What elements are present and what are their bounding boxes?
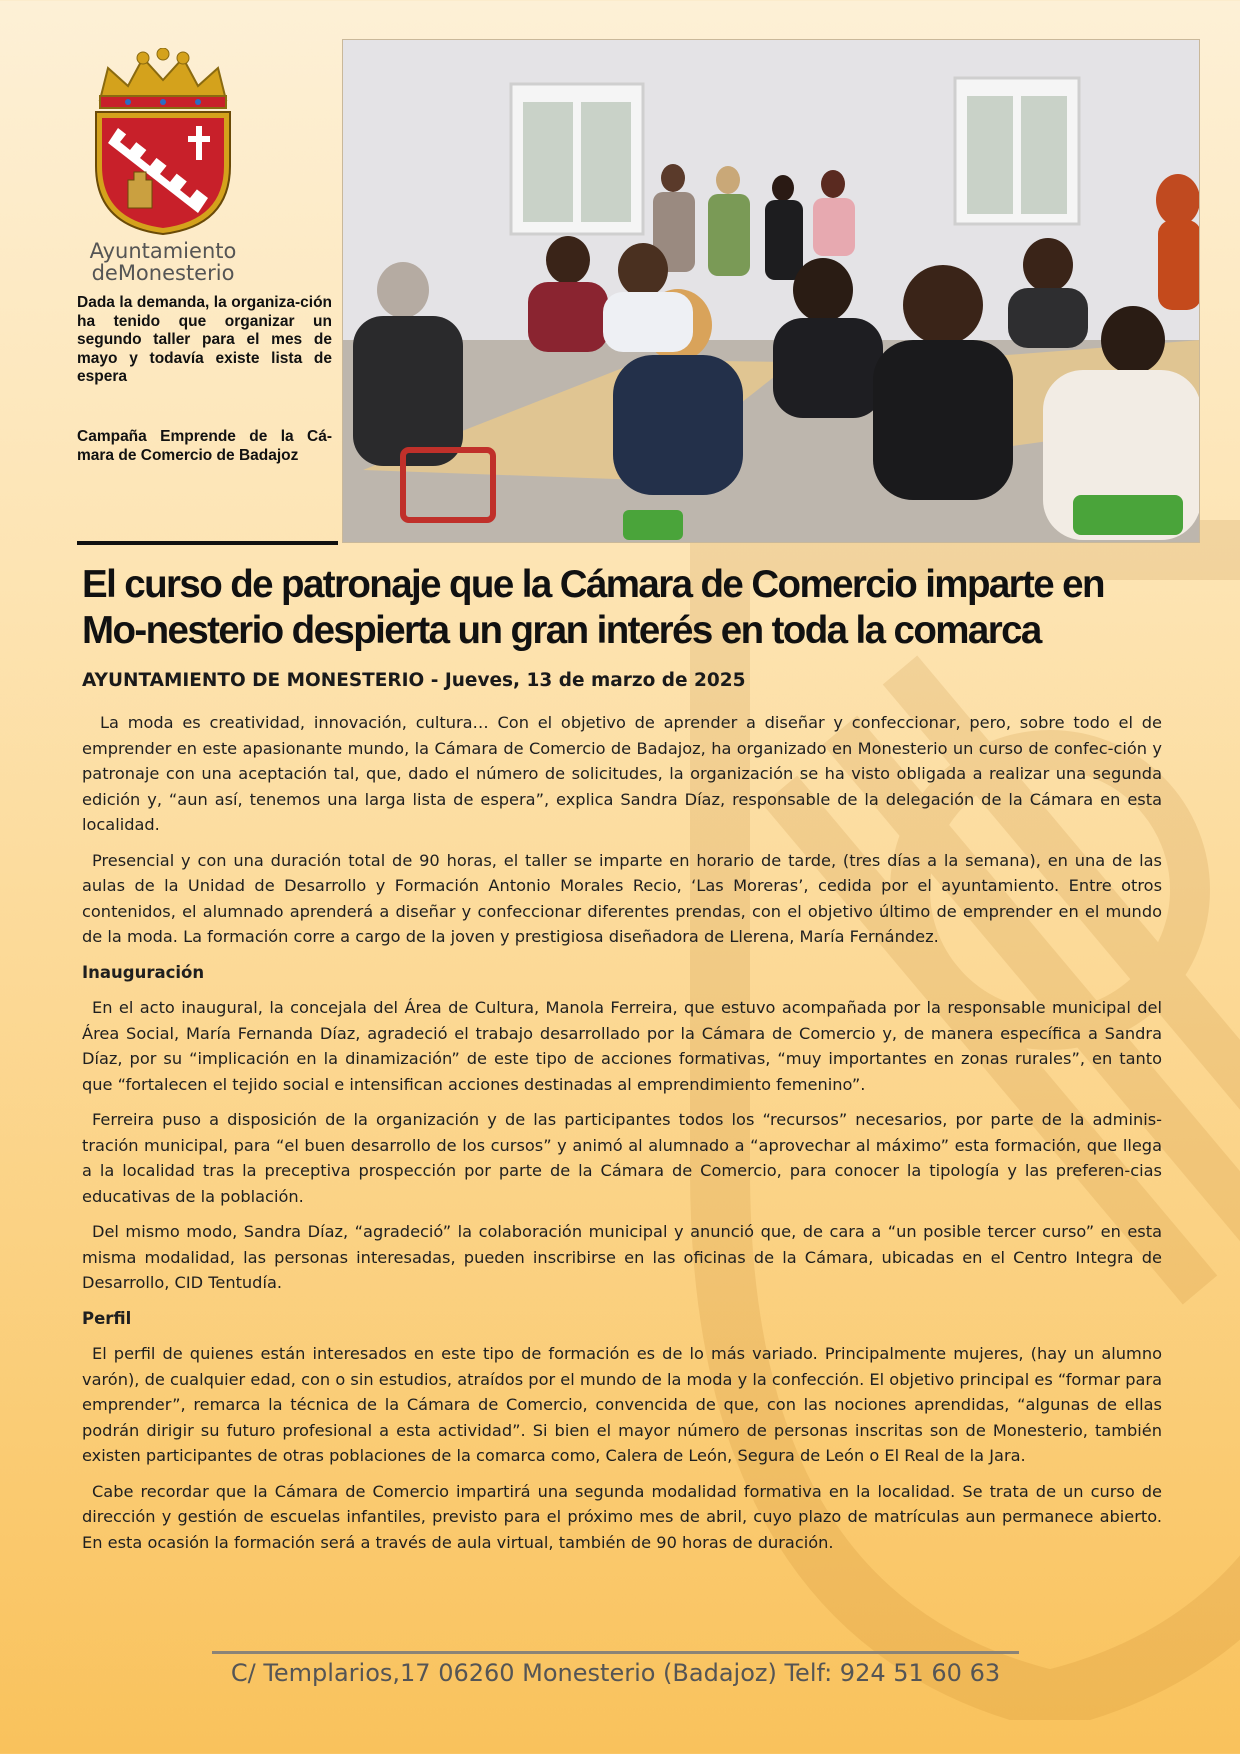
section-heading-inauguracion: Inauguración [82,962,205,982]
article-paragraph: Presencial y con una duración total de 90 horas, el taller se imparte en horario de tarde, (tres días a la semana), en una de las aulas de la Unidad de Desarrollo y Formación Antonio Morales Recio, ‘Las Moreras’, cedida por el ayuntamiento. Entre otros contenidos, el alumnado aprenderá a diseñar y confeccionar diferentes prendas, con el objetivo último de emprender en el mundo de la moda. La formación corre a cargo de la joven y prestigiosa diseñadora de Llerena, María Fernández. [82,850,1162,946]
article-paragraph: Ferreira puso a disposición de la organización y de las participantes todos los “recursos” necesarios, por parte de la adminis-tración municipal, para “el buen desarrollo de los cursos” y animó al alumnado a “aprovechar al máximo” esta formación, que llega a la localidad tras la preceptiva prospección por parte de la Cámara de Comercio, para conocer la tipología y las preferen-cias educativas de la población. [82,1110,1162,1206]
article-paragraph: La moda es creatividad, innovación, cultura… Con el objetivo de aprender a diseñar y confeccionar, pero, sobre todo el de emprender en este apasionante mundo, la Cámara de Comercio de Badajoz, ha organizado en Monesterio un curso de confec-ción y patronaje con una aceptación tal, que, dado el número de solicitudes, la organización se ha visto obligada a realizar una segunda edición y, “aun así, tenemos una larga lista de espera”, explica Sandra Díaz, responsable de la delegación de la Cámara en esta localidad. [82,713,1162,834]
window-right [955,78,1079,224]
sidebar-note-demand: Dada la demanda, la organiza-ción ha tenido que organizar un segundo taller para el mes de mayo y todavía existe lista de espera [77,294,332,385]
window-left [511,84,643,234]
article-body [82,710,1162,1565]
sidebar-divider [77,541,338,545]
logo-text-line2: deMonesterio [91,261,235,285]
article-headline: El curso de patronaje que la Cámara de Comercio imparte en Mo-nesterio despierta un gran interés en toda la comarca [82,563,1104,652]
article-byline: AYUNTAMIENTO DE MONESTERIO - Jueves, 13 de marzo de 2025 [82,670,746,691]
coat-of-arms-icon [88,48,238,236]
article-photo [342,39,1200,543]
footer-divider [212,1651,1019,1654]
section-heading-perfil: Perfil [82,1308,132,1328]
article-paragraph: Del mismo modo, Sandra Díaz, “agradeció” la colaboración municipal y anunció que, de cara a “un posible tercer curso” en esta misma modalidad, las personas interesadas, pueden inscribirse en las oficinas de la Cámara, ubicadas en el Centro Integra de Desarrollo, CID Tentudía. [82,1222,1162,1292]
sidebar-note-campaign: Campaña Emprende de la Cá-mara de Comercio de Badajoz [77,428,332,464]
article-paragraph: En el acto inaugural, la concejala del Área de Cultura, Manola Ferreira, que estuvo acompañada por la responsable municipal del Área Social, María Fernanda Díaz, agradeció el trabajo desarrollado por la Cámara de Comercio y, de manera específica a Sandra Díaz, por su “implicación en la dinamización” de este tipo de acciones formativas, “muy importantes en zonas rurales”, en tanto que “fortalecen el tejido social e intensifican acciones destinadas al emprendimiento femenino”. [82,998,1162,1094]
logo-text-line1: Ayuntamiento [89,239,237,263]
footer-address: C/ Templarios,17 06260 Monesterio (Badajoz) Telf: 924 51 60 63 [230,1659,1001,1687]
article-paragraph: El perfil de quienes están interesados en este tipo de formación es de lo más variado. Principalmente mujeres, (hay un alumno varón), de cualquier edad, con o sin estudios, atraídos por el mundo de la moda y la confección. El objetivo principal es “formar para emprender”, remarca la técnica de la Cámara de Comercio, convencida de que, con las nociones aprendidas, “algunas de ellas podrán dirigir su futuro profesional a esta actividad”. Si bien el mayor número de personas inscritas son de Monesterio, también existen participantes de otras poblaciones de la comarca como, Calera de León, Segura de León o El Real de la Jara. [82,1344,1162,1465]
municipality-logo [88,48,238,286]
article-paragraph: Cabe recordar que la Cámara de Comercio impartirá una segunda modalidad formativa en la localidad. Se trata de un curso de dirección y gestión de escuelas infantiles, previsto para el próximo mes de abril, cuyo plazo de matrículas aun permanece abierto. En esta ocasión la formación será a través de aula virtual, también de 90 horas de duración. [82,1481,1162,1552]
